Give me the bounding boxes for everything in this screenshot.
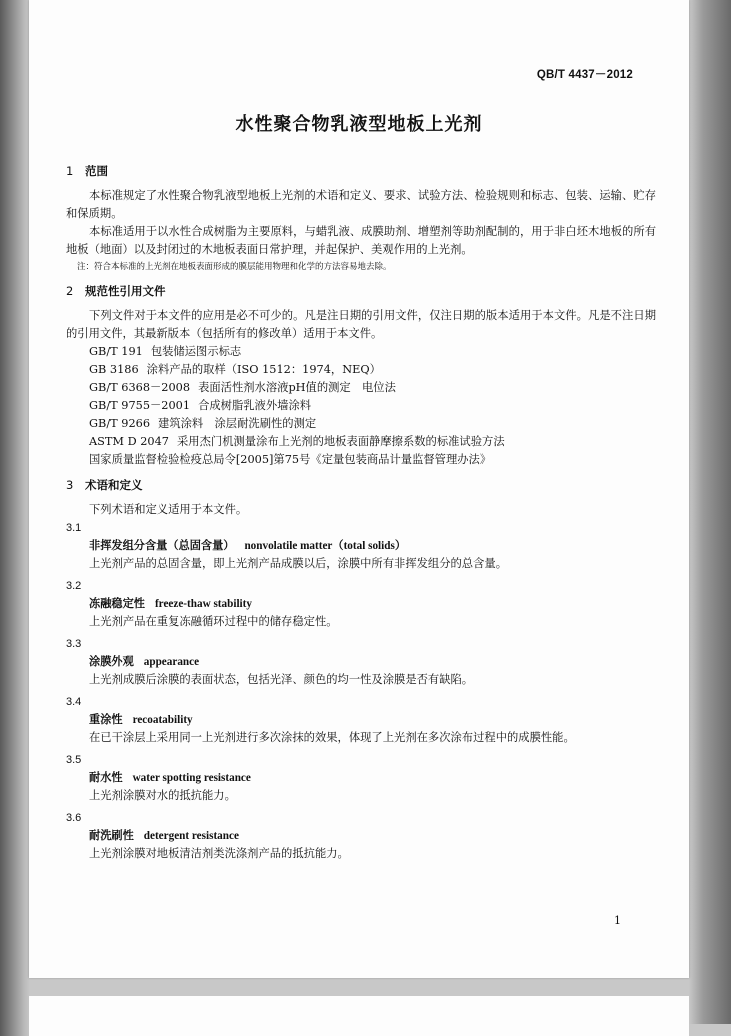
term-name-cn: 非挥发组分含量（总固含量） — [89, 539, 235, 552]
reference-title: 涂料产品的取样（ISO 1512：1974，NEQ） — [146, 363, 381, 376]
reference-item — [66, 397, 656, 415]
reference-code: GB/T 9266 — [89, 417, 151, 430]
term-name-cn: 重涂性 — [89, 713, 123, 726]
term-name — [66, 769, 656, 787]
term-name-cn: 耐水性 — [89, 771, 123, 784]
term-number: 3.1 — [66, 522, 82, 534]
section-number: 3 — [66, 478, 74, 492]
term-name — [66, 653, 656, 671]
paragraph: 下列文件对于本文件的应用是必不可少的。凡是注日期的引用文件，仅注日期的版本适用于本文件。凡是不注日期的引用文件，其最新版本（包括所有的修改单）适用于本文件。 — [66, 309, 656, 340]
reference-code: GB/T 9755－2001 — [89, 399, 191, 412]
term-name — [66, 595, 656, 613]
section-heading — [66, 282, 656, 300]
section-title: 规范性引用文件 — [85, 284, 166, 298]
term-name — [66, 711, 656, 729]
term-name-en: water spotting resistance — [132, 772, 251, 784]
reference-item — [66, 379, 656, 397]
section-title: 范围 — [85, 164, 108, 178]
term-name — [66, 827, 656, 845]
term-name-cn: 涂膜外观 — [89, 655, 134, 668]
reference-code: GB/T 6368－2008 — [89, 381, 191, 394]
reference-title: 国家质量监督检验检疫总局令[2005]第75号《定量包装商品计量监督管理办法》 — [89, 453, 492, 466]
reference-title: 采用杰门机测量涂布上光剂的地板表面静摩擦系数的标准试验方法 — [177, 435, 505, 448]
standard-code: QB/T 4437－2012 — [536, 69, 633, 81]
reference-item — [66, 433, 656, 451]
term-definition: 上光剂产品的总固含量，即上光剂产品成膜以后，涂膜中所有非挥发组分的总含量。 — [89, 557, 507, 570]
page-number: 1 — [614, 914, 621, 927]
term-definition: 上光剂涂膜对地板清洁剂类洗涤剂产品的抵抗能力。 — [89, 847, 349, 860]
viewer-background-right — [689, 0, 731, 1024]
reference-code: GB/T 191 — [89, 345, 143, 358]
document-page — [29, 0, 689, 978]
term-definition: 上光剂产品在重复冻融循环过程中的储存稳定性。 — [89, 615, 338, 628]
section-title: 术语和定义 — [85, 478, 143, 492]
reference-code: ASTM D 2047 — [89, 435, 169, 448]
reference-title: 包装储运图示标志 — [150, 345, 242, 358]
next-page-top — [29, 996, 689, 1036]
term-name — [66, 537, 656, 555]
note: 注：符合本标准的上光剂在地板表面形成的膜层能用物理和化学的方法容易地去除。 — [77, 262, 392, 272]
term-number: 3.5 — [66, 754, 82, 766]
section-heading — [66, 476, 656, 494]
term-name-cn: 冻融稳定性 — [89, 597, 145, 610]
reference-item — [66, 451, 656, 469]
term-definition: 在已干涂层上采用同一上光剂进行多次涂抹的效果，体现了上光剂在多次涂布过程中的成膜性能。 — [89, 731, 575, 744]
reference-item — [66, 343, 656, 361]
reference-code: GB 3186 — [89, 363, 139, 376]
paragraph: 本标准适用于以水性合成树脂为主要原料，与蜡乳液、成膜助剂、增塑剂等助剂配制的，用于非白坯木地板的所有地板（地面）以及封闭过的木地板表面日常护理，并起保护、美观作用的上光剂。 — [66, 225, 656, 256]
term-name-en: freeze-thaw stability — [154, 598, 252, 610]
section-heading — [66, 162, 656, 180]
term-definition: 上光剂成膜后涂膜的表面状态，包括光泽、颜色的均一性及涂膜是否有缺陷。 — [89, 673, 474, 686]
term-name-en: appearance — [143, 656, 200, 668]
term-name-en: nonvolatile matter（total solids） — [244, 540, 407, 552]
reference-title: 合成树脂乳液外墙涂料 — [198, 399, 312, 412]
term-number: 3.3 — [66, 638, 82, 650]
term-definition: 上光剂涂膜对水的抵抗能力。 — [89, 789, 236, 802]
term-name-en: detergent resistance — [143, 830, 239, 842]
term-number: 3.4 — [66, 696, 82, 708]
section-number: 2 — [66, 284, 74, 298]
paragraph: 本标准规定了水性聚合物乳液型地板上光剂的术语和定义、要求、试验方法、检验规则和标志、包装、运输、贮存和保质期。 — [66, 189, 656, 220]
term-name-en: recoatability — [132, 714, 193, 726]
section-number: 1 — [66, 164, 74, 178]
term-number: 3.2 — [66, 580, 82, 592]
reference-title: 建筑涂料 涂层耐洗刷性的测定 — [158, 417, 317, 430]
document-body — [66, 162, 656, 863]
reference-item — [66, 415, 656, 433]
reference-title: 表面活性剂水溶液pH值的测定 电位法 — [198, 381, 396, 394]
reference-item — [66, 361, 656, 379]
term-number: 3.6 — [66, 812, 82, 824]
document-title: 水性聚合物乳液型地板上光剂 — [235, 114, 483, 135]
paragraph: 下列术语和定义适用于本文件。 — [89, 503, 248, 516]
term-name-cn: 耐洗刷性 — [89, 829, 134, 842]
